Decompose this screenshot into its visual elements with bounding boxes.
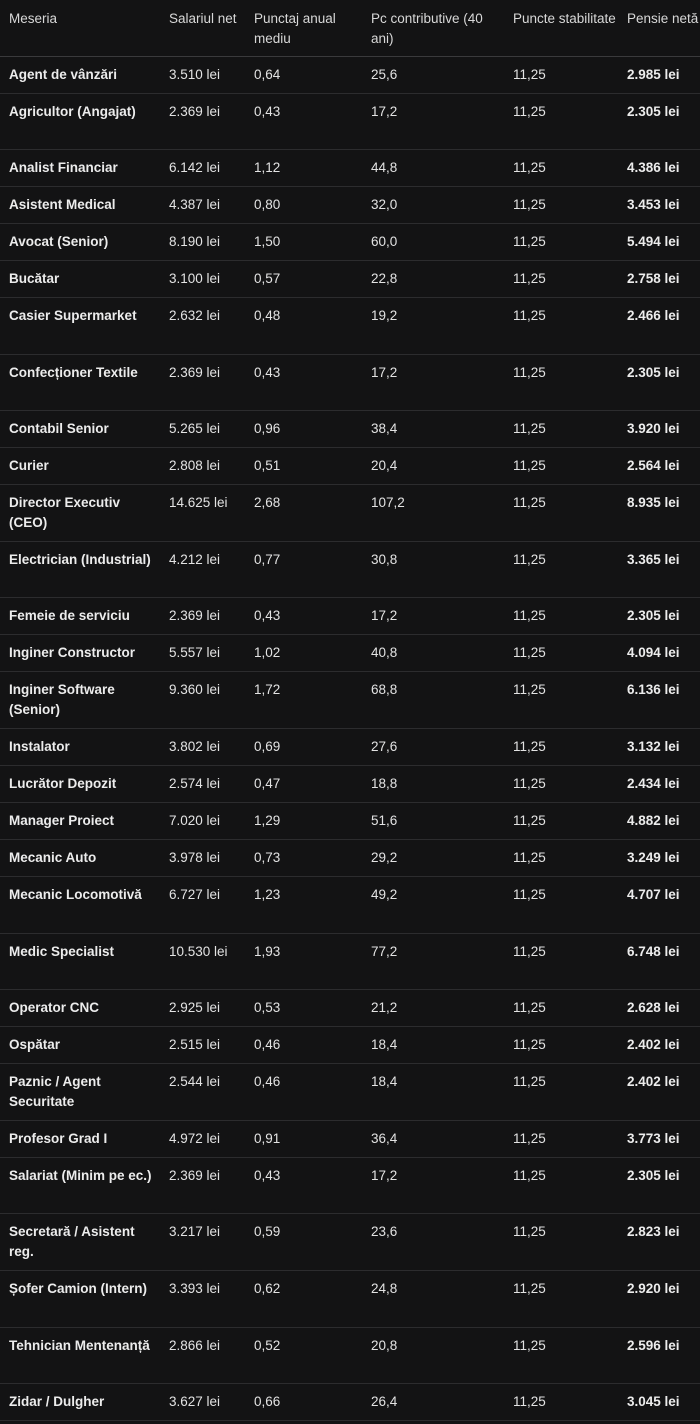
table-row: [0, 1120, 700, 1157]
contributive-points-cell: 24,8: [371, 1281, 398, 1297]
occupation-cell: Contabil Senior: [9, 421, 109, 437]
net-pension-cell: 4.386 lei: [627, 160, 680, 176]
table-row: [0, 766, 700, 803]
header-net-pension: Pensie netă: [627, 11, 699, 26]
net-salary-cell: 3.510 lei: [169, 66, 221, 82]
occupation-cell: Profesor Grad I: [9, 1130, 108, 1146]
table-row: [0, 1157, 700, 1214]
occupation-cell: Medic Specialist: [9, 943, 115, 959]
header-net-salary: Salariul net: [169, 11, 237, 26]
net-salary-cell: 6.142 lei: [169, 160, 221, 176]
occupation-cell: Lucrător Depozit: [9, 776, 117, 792]
stability-points-cell: 11,25: [513, 608, 546, 624]
net-pension-cell: 2.985 lei: [627, 66, 680, 82]
net-salary-cell: 4.972 lei: [169, 1130, 221, 1146]
contributive-points-cell: 36,4: [371, 1130, 398, 1146]
stability-points-cell: 11,25: [513, 308, 546, 324]
contributive-points-cell: 27,6: [371, 739, 398, 755]
table-header: [0, 0, 700, 56]
table-row: [0, 150, 700, 187]
stability-points-cell: 11,25: [513, 103, 546, 119]
net-salary-cell: 5.265 lei: [169, 421, 221, 437]
annual-score-cell: 0,43: [254, 1167, 281, 1183]
net-salary-cell: 3.627 lei: [169, 1394, 221, 1410]
annual-score-cell: 0,53: [254, 1000, 281, 1016]
occupation-cell: Inginer Constructor: [9, 645, 136, 661]
stability-points-cell: 11,25: [513, 421, 546, 437]
net-salary-cell: 3.978 lei: [169, 850, 221, 866]
stability-points-cell: 11,25: [513, 66, 546, 82]
annual-score-cell: 0,48: [254, 308, 281, 324]
occupation-cell: Agricultor (Angajat): [9, 103, 136, 119]
annual-score-cell: 1,29: [254, 813, 281, 829]
occupation-cell: Bucătar: [9, 271, 60, 287]
net-pension-cell: 3.045 lei: [627, 1394, 680, 1410]
net-pension-cell: 2.305 lei: [627, 364, 680, 380]
net-pension-cell: 2.466 lei: [627, 308, 680, 324]
net-salary-cell: 3.393 lei: [169, 1281, 221, 1297]
annual-score-cell: 0,69: [254, 739, 281, 755]
table-row: [0, 187, 700, 224]
occupation-cell: Electrician (Industrial): [9, 551, 151, 567]
contributive-points-cell: 17,2: [371, 364, 398, 380]
annual-score-cell: 2,68: [254, 495, 281, 511]
table-row: [0, 411, 700, 448]
annual-score-cell: 0,47: [254, 776, 281, 792]
table-row: [0, 1327, 700, 1384]
table-row: [0, 1027, 700, 1064]
contributive-points-cell: 21,2: [371, 1000, 398, 1016]
stability-points-cell: 11,25: [513, 850, 546, 866]
annual-score-cell: 0,52: [254, 1337, 281, 1353]
occupation-cell: Paznic / Agent Securitate: [9, 1074, 101, 1110]
table-row: [0, 877, 700, 934]
net-pension-cell: 4.094 lei: [627, 645, 680, 661]
table-row: [0, 224, 700, 261]
net-salary-cell: 14.625 lei: [169, 495, 228, 511]
stability-points-cell: 11,25: [513, 364, 546, 380]
contributive-points-cell: 23,6: [371, 1224, 398, 1240]
net-pension-cell: 2.305 lei: [627, 1167, 680, 1183]
stability-points-cell: 11,25: [513, 1037, 546, 1053]
table-row: [0, 840, 700, 877]
contributive-points-cell: 20,4: [371, 458, 398, 474]
contributive-points-cell: 26,4: [371, 1394, 398, 1410]
table-row: [0, 1214, 700, 1271]
stability-points-cell: 11,25: [513, 1074, 546, 1090]
occupation-cell: Casier Supermarket: [9, 308, 137, 324]
annual-score-cell: 0,77: [254, 551, 281, 567]
stability-points-cell: 11,25: [513, 495, 546, 511]
occupation-cell: Director Executiv (CEO): [9, 495, 121, 531]
table-row: [0, 990, 700, 1027]
net-salary-cell: 2.925 lei: [169, 1000, 221, 1016]
net-pension-cell: 2.758 lei: [627, 271, 680, 287]
occupation-cell: Avocat (Senior): [9, 234, 109, 250]
net-salary-cell: 9.360 lei: [169, 682, 221, 698]
occupation-cell: Femeie de serviciu: [9, 608, 130, 624]
table-row: [0, 1271, 700, 1328]
net-salary-cell: 2.369 lei: [169, 103, 221, 119]
net-salary-cell: 2.544 lei: [169, 1074, 221, 1090]
contributive-points-cell: 25,6: [371, 66, 398, 82]
annual-score-cell: 0,96: [254, 421, 281, 437]
stability-points-cell: 11,25: [513, 271, 546, 287]
net-pension-cell: 5.494 lei: [627, 234, 680, 250]
occupation-cell: Manager Proiect: [9, 813, 115, 829]
stability-points-cell: 11,25: [513, 1000, 546, 1016]
occupation-cell: Mecanic Auto: [9, 850, 97, 866]
annual-score-cell: 1,12: [254, 160, 281, 176]
table-row: [0, 933, 700, 990]
contributive-points-cell: 60,0: [371, 234, 398, 250]
net-pension-cell: 8.935 lei: [627, 495, 680, 511]
header-stability-points: Puncte stabilitate: [513, 11, 616, 26]
contributive-points-cell: 32,0: [371, 197, 398, 213]
contributive-points-cell: 17,2: [371, 608, 398, 624]
header-contributive-points: Pc contributive (40 ani): [371, 11, 483, 46]
contributive-points-cell: 29,2: [371, 850, 398, 866]
table-row: [0, 56, 700, 93]
annual-score-cell: 0,59: [254, 1224, 281, 1240]
net-pension-cell: 6.748 lei: [627, 943, 680, 959]
stability-points-cell: 11,25: [513, 682, 546, 698]
net-salary-cell: 2.632 lei: [169, 308, 221, 324]
net-salary-cell: 2.808 lei: [169, 458, 221, 474]
net-salary-cell: 3.100 lei: [169, 271, 221, 287]
contributive-points-cell: 17,2: [371, 103, 398, 119]
net-salary-cell: 8.190 lei: [169, 234, 221, 250]
net-pension-cell: 3.920 lei: [627, 421, 680, 437]
stability-points-cell: 11,25: [513, 943, 546, 959]
net-salary-cell: 2.515 lei: [169, 1037, 221, 1053]
annual-score-cell: 1,93: [254, 943, 281, 959]
net-pension-cell: 3.453 lei: [627, 197, 680, 213]
table-row: [0, 598, 700, 635]
contributive-points-cell: 18,4: [371, 1037, 398, 1053]
occupation-cell: Confecționer Textile: [9, 364, 138, 380]
annual-score-cell: 0,73: [254, 850, 281, 866]
contributive-points-cell: 30,8: [371, 551, 398, 567]
table-row: [0, 93, 700, 150]
net-salary-cell: 2.369 lei: [169, 608, 221, 624]
annual-score-cell: 0,66: [254, 1394, 281, 1410]
table-row: [0, 729, 700, 766]
net-pension-cell: 3.249 lei: [627, 850, 680, 866]
contributive-points-cell: 19,2: [371, 308, 398, 324]
table-row: [0, 485, 700, 542]
occupation-cell: Curier: [9, 458, 49, 474]
occupation-cell: Șofer Camion (Intern): [9, 1281, 148, 1297]
header-row: [0, 0, 700, 56]
table-row: [0, 803, 700, 840]
net-pension-cell: 3.132 lei: [627, 739, 680, 755]
annual-score-cell: 1,72: [254, 682, 281, 698]
table-row: [0, 635, 700, 672]
annual-score-cell: 1,23: [254, 887, 281, 903]
net-pension-cell: 2.920 lei: [627, 1281, 680, 1297]
occupation-cell: Inginer Software (Senior): [9, 682, 115, 718]
stability-points-cell: 11,25: [513, 458, 546, 474]
net-salary-cell: 2.866 lei: [169, 1337, 221, 1353]
stability-points-cell: 11,25: [513, 1394, 546, 1410]
net-pension-cell: 2.402 lei: [627, 1074, 680, 1090]
net-pension-cell: 2.305 lei: [627, 608, 680, 624]
stability-points-cell: 11,25: [513, 1167, 546, 1183]
net-pension-cell: 4.707 lei: [627, 887, 680, 903]
net-salary-cell: 2.369 lei: [169, 1167, 221, 1183]
table-row: [0, 261, 700, 298]
annual-score-cell: 0,51: [254, 458, 281, 474]
annual-score-cell: 0,46: [254, 1074, 281, 1090]
annual-score-cell: 1,50: [254, 234, 281, 250]
annual-score-cell: 0,91: [254, 1130, 281, 1146]
stability-points-cell: 11,25: [513, 234, 546, 250]
net-salary-cell: 3.217 lei: [169, 1224, 221, 1240]
stability-points-cell: 11,25: [513, 887, 546, 903]
stability-points-cell: 11,25: [513, 160, 546, 176]
annual-score-cell: 0,46: [254, 1037, 281, 1053]
table-row: [0, 448, 700, 485]
occupation-cell: Mecanic Locomotivă: [9, 887, 142, 903]
occupation-cell: Zidar / Dulgher: [9, 1394, 105, 1410]
table-row: [0, 1384, 700, 1421]
annual-score-cell: 0,43: [254, 608, 281, 624]
table-row: [0, 298, 700, 355]
table-row: [0, 541, 700, 598]
contributive-points-cell: 77,2: [371, 943, 398, 959]
net-pension-cell: 2.564 lei: [627, 458, 680, 474]
contributive-points-cell: 38,4: [371, 421, 398, 437]
contributive-points-cell: 18,8: [371, 776, 398, 792]
net-pension-cell: 2.823 lei: [627, 1224, 680, 1240]
annual-score-cell: 1,02: [254, 645, 281, 661]
contributive-points-cell: 20,8: [371, 1337, 398, 1353]
table-row: [0, 672, 700, 729]
occupation-cell: Operator CNC: [9, 1000, 100, 1016]
header-annual-score: Punctaj anual mediu: [254, 11, 336, 46]
net-salary-cell: 10.530 lei: [169, 943, 228, 959]
stability-points-cell: 11,25: [513, 776, 546, 792]
table-row: [0, 1064, 700, 1121]
stability-points-cell: 11,25: [513, 551, 546, 567]
net-salary-cell: 2.574 lei: [169, 776, 221, 792]
net-salary-cell: 3.802 lei: [169, 739, 221, 755]
net-pension-cell: 2.596 lei: [627, 1337, 680, 1353]
table-body: [0, 56, 700, 1421]
net-salary-cell: 6.727 lei: [169, 887, 221, 903]
stability-points-cell: 11,25: [513, 813, 546, 829]
net-pension-cell: 2.628 lei: [627, 1000, 680, 1016]
net-salary-cell: 2.369 lei: [169, 364, 221, 380]
annual-score-cell: 0,80: [254, 197, 281, 213]
occupation-cell: Salariat (Minim pe ec.): [9, 1167, 152, 1183]
contributive-points-cell: 22,8: [371, 271, 398, 287]
net-pension-cell: 6.136 lei: [627, 682, 680, 698]
net-salary-cell: 7.020 lei: [169, 813, 221, 829]
occupation-cell: Asistent Medical: [9, 197, 116, 213]
occupation-cell: Analist Financiar: [9, 160, 118, 176]
stability-points-cell: 11,25: [513, 197, 546, 213]
occupation-cell: Agent de vânzări: [9, 66, 118, 82]
stability-points-cell: 11,25: [513, 1281, 546, 1297]
contributive-points-cell: 49,2: [371, 887, 398, 903]
contributive-points-cell: 18,4: [371, 1074, 398, 1090]
stability-points-cell: 11,25: [513, 1130, 546, 1146]
annual-score-cell: 0,62: [254, 1281, 281, 1297]
contributive-points-cell: 44,8: [371, 160, 398, 176]
net-salary-cell: 4.387 lei: [169, 197, 221, 213]
occupation-cell: Tehnician Mentenanță: [9, 1337, 150, 1353]
occupation-cell: Secretară / Asistent reg.: [9, 1224, 135, 1260]
net-pension-cell: 4.882 lei: [627, 813, 680, 829]
occupation-cell: Instalator: [9, 739, 70, 755]
stability-points-cell: 11,25: [513, 739, 546, 755]
annual-score-cell: 0,57: [254, 271, 281, 287]
contributive-points-cell: 51,6: [371, 813, 398, 829]
contributive-points-cell: 17,2: [371, 1167, 398, 1183]
table-row: [0, 354, 700, 411]
stability-points-cell: 11,25: [513, 1224, 546, 1240]
annual-score-cell: 0,43: [254, 364, 281, 380]
net-salary-cell: 5.557 lei: [169, 645, 221, 661]
annual-score-cell: 0,64: [254, 66, 281, 82]
contributive-points-cell: 40,8: [371, 645, 398, 661]
net-pension-cell: 3.773 lei: [627, 1130, 680, 1146]
contributive-points-cell: 68,8: [371, 682, 398, 698]
stability-points-cell: 11,25: [513, 645, 546, 661]
net-pension-cell: 2.402 lei: [627, 1037, 680, 1053]
net-salary-cell: 4.212 lei: [169, 551, 221, 567]
stability-points-cell: 11,25: [513, 1337, 546, 1353]
occupation-cell: Ospătar: [9, 1037, 61, 1053]
contributive-points-cell: 107,2: [371, 495, 405, 511]
net-pension-cell: 2.305 lei: [627, 103, 680, 119]
net-pension-cell: 2.434 lei: [627, 776, 680, 792]
annual-score-cell: 0,43: [254, 103, 281, 119]
header-occupation: Meseria: [9, 11, 58, 26]
net-pension-cell: 3.365 lei: [627, 551, 680, 567]
